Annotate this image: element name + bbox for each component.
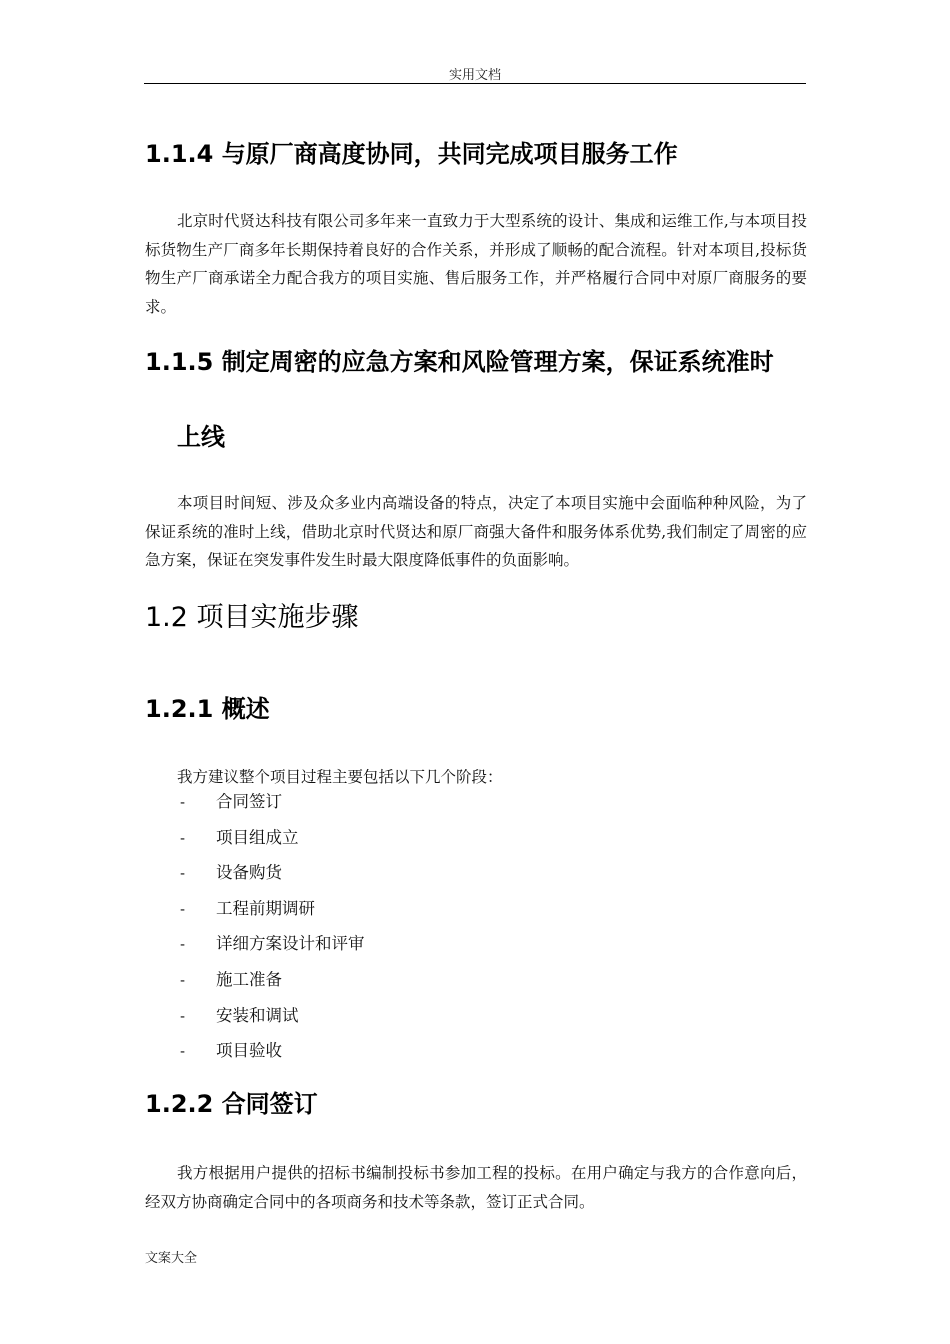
header-rule xyxy=(144,83,806,84)
paragraph-1-1-4: 北京时代贤达科技有限公司多年来一直致力于大型系统的设计、集成和运维工作,与本项目投标货物生产厂商多年长期保持着良好的合作关系，并形成了顺畅的配合流程。针对本项目,投标货物生产厂商承诺全力配合我方的项目实施、售后服务工作，并严格履行合同中对原厂商服务的要求。 xyxy=(145,212,807,316)
heading-1-1-4: 1.1.4 与原厂商高度协同，共同完成项目服务工作 xyxy=(145,140,678,168)
phase-list xyxy=(180,787,365,1072)
dash-bullet: - xyxy=(180,901,186,918)
list-item-label: 施工准备 xyxy=(216,969,282,989)
list-item xyxy=(180,1001,365,1037)
page-footer: 文案大全 xyxy=(145,1251,198,1266)
heading-1-2-2: 1.2.2 合同签订 xyxy=(145,1090,318,1118)
list-item-label: 合同签订 xyxy=(216,792,282,811)
list-item-label: 安装和调试 xyxy=(216,1005,299,1025)
dash-bullet: - xyxy=(180,1008,186,1025)
list-item-label: 工程前期调研 xyxy=(216,898,315,918)
paragraph-1-1-5: 本项目时间短、涉及众多业内高端设备的特点，决定了本项目实施中会面临种种风险，为了保证系统的准时上线，借助北京时代贤达和原厂商强大备件和服务体系优势,我们制定了周密的应急方案，保证在突发事件发生时最大限度降低事件的负面影响。 xyxy=(145,494,807,569)
heading-1-1-5-line2: 上线 xyxy=(177,423,225,451)
list-item-label: 项目验收 xyxy=(216,1041,282,1061)
list-item xyxy=(180,894,365,930)
list-item-label: 设备购货 xyxy=(216,863,282,883)
dash-bullet: - xyxy=(180,972,186,989)
heading-1-2-1: 1.2.1 概述 xyxy=(145,695,270,723)
page-header: 实用文档 xyxy=(448,68,501,83)
list-item-label: 详细方案设计和评审 xyxy=(216,934,365,954)
dash-bullet: - xyxy=(180,1044,186,1061)
dash-bullet: - xyxy=(180,866,186,883)
list-item-label: 项目组成立 xyxy=(216,827,299,847)
overview-intro: 我方建议整个项目过程主要包括以下几个阶段： xyxy=(177,768,503,786)
dash-bullet: - xyxy=(180,830,186,847)
paragraph-1-2-2: 我方根据用户提供的招标书编制投标书参加工程的投标。在用户确定与我方的合作意向后，经双方协商确定合同中的各项商务和技术等条款，签订正式合同。 xyxy=(145,1164,807,1211)
list-item xyxy=(180,965,365,1001)
heading-1-1-5-line1: 1.1.5 制定周密的应急方案和风险管理方案，保证系统准时 xyxy=(145,348,774,376)
list-item xyxy=(180,929,365,965)
list-item xyxy=(180,787,365,823)
list-item xyxy=(180,823,365,859)
dash-bullet: - xyxy=(180,795,186,811)
list-item xyxy=(180,1036,365,1072)
dash-bullet: - xyxy=(180,937,186,954)
list-item xyxy=(180,858,365,894)
heading-1-2: 1.2 项目实施步骤 xyxy=(145,602,359,633)
